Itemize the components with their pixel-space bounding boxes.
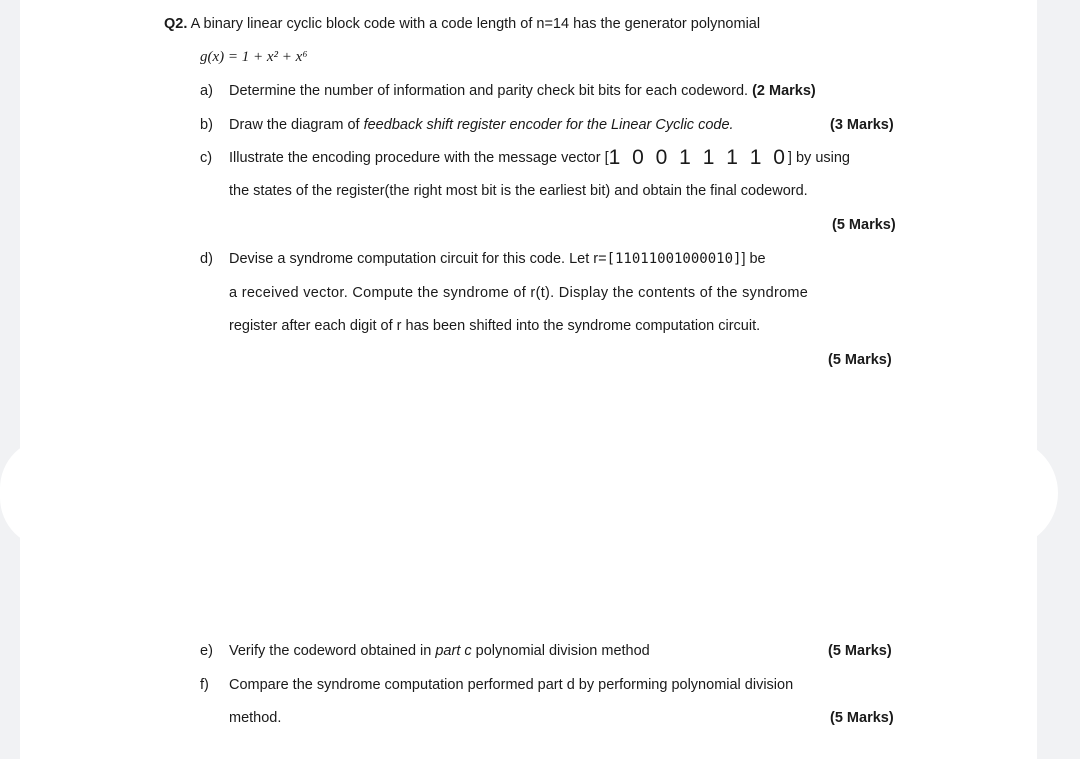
part-a-body: Determine the number of information and parity check bit bits for each codeword. — [229, 83, 749, 99]
part-b-marks: (3 Marks) — [830, 117, 894, 133]
part-e-marks: (5 Marks) — [828, 643, 892, 659]
part-a-marks: (2 Marks) — [752, 83, 816, 99]
part-c-text — [229, 146, 850, 170]
part-c-letter: c) — [200, 150, 213, 166]
question-label: Q2. — [164, 16, 188, 32]
part-e-text — [229, 643, 650, 659]
intro-text: A binary linear cyclic block code with a code length of n=14 has the generator polynomial — [190, 16, 761, 32]
message-vector: 1 0 0 1 1 1 1 0 — [608, 146, 788, 169]
part-f-text: Compare the syndrome computation performed part d by performing polynomial division — [229, 677, 794, 693]
part-f-line2: method. — [229, 710, 282, 726]
part-c-body: Illustrate the encoding procedure with the message vector [ — [229, 150, 609, 166]
part-d-text — [229, 251, 766, 267]
part-d-post: ] be — [741, 251, 766, 267]
question-intro — [164, 16, 760, 32]
part-b-body: Draw the diagram of — [229, 117, 364, 133]
part-f-letter: f) — [200, 677, 209, 693]
part-d-line2: a received vector. Compute the syndrome of r(t). Display the contents of the syndrome — [229, 285, 809, 301]
part-e-italic: part c — [435, 643, 472, 659]
part-a-letter: a) — [200, 83, 213, 99]
part-b-text — [229, 117, 734, 133]
part-e-body: Verify the codeword obtained in — [229, 643, 436, 659]
part-b-letter: b) — [200, 117, 213, 133]
received-vector: [11011001000010] — [606, 251, 742, 267]
part-c-marks: (5 Marks) — [832, 217, 896, 233]
part-d-body: Devise a syndrome computation circuit for this code. Let r= — [229, 251, 607, 267]
part-c-line2: the states of the register(the right most bit is the earliest bit) and obtain the final codeword. — [229, 183, 808, 199]
part-f-marks: (5 Marks) — [830, 710, 894, 726]
page-background-shape — [0, 438, 1058, 548]
part-e-letter: e) — [200, 643, 213, 659]
part-b-italic: feedback shift register encoder for the Linear Cyclic code. — [363, 117, 734, 133]
part-d-line3: register after each digit of r has been shifted into the syndrome computation circuit. — [229, 318, 761, 334]
generator-polynomial: g(x) = 1 + x² + x⁶ — [200, 49, 308, 65]
part-a-text — [229, 83, 816, 99]
part-e-post: polynomial division method — [471, 643, 650, 659]
part-d-marks: (5 Marks) — [828, 352, 892, 368]
part-d-letter: d) — [200, 251, 213, 267]
part-c-post: ] by using — [787, 150, 850, 166]
